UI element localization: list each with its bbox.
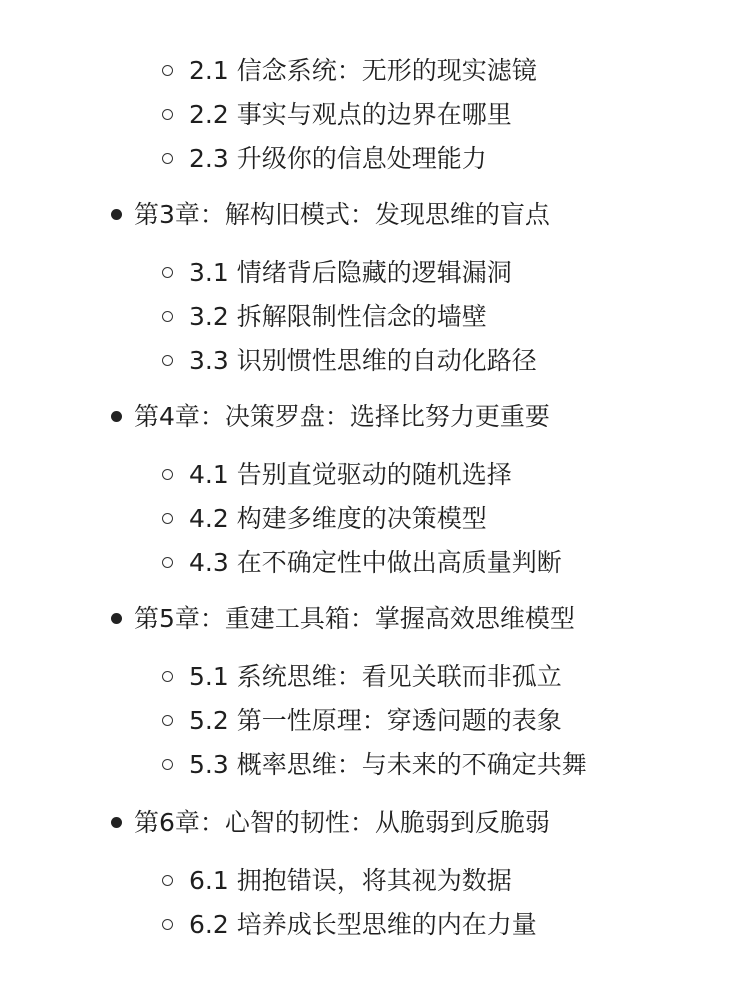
hollow-circle-bullet-icon (162, 355, 173, 366)
toc-section-6-2[interactable] (0, 903, 750, 947)
hollow-circle-bullet-icon (162, 557, 173, 568)
hollow-circle-bullet-icon (162, 153, 173, 164)
toc-section-4-3[interactable] (0, 541, 750, 585)
toc-section-2-1[interactable] (0, 49, 750, 93)
hollow-circle-bullet-icon (162, 469, 173, 480)
hollow-circle-bullet-icon (162, 919, 173, 930)
toc-chapter-4[interactable] (0, 395, 750, 439)
section-label: 5.3 概率思维：与未来的不确定共舞 (189, 750, 587, 779)
chapter-label: 第3章：解构旧模式：发现思维的盲点 (134, 200, 550, 229)
toc-chapter-5[interactable] (0, 597, 750, 641)
section-label: 2.2 事实与观点的边界在哪里 (189, 100, 512, 129)
section-label: 4.2 构建多维度的决策模型 (189, 504, 487, 533)
filled-circle-bullet-icon (111, 613, 122, 624)
section-label: 3.3 识别惯性思维的自动化路径 (189, 346, 537, 375)
section-label: 3.1 情绪背后隐藏的逻辑漏洞 (189, 258, 512, 287)
toc-section-5-3[interactable] (0, 743, 750, 787)
toc-section-2-2[interactable] (0, 93, 750, 137)
toc-section-4-2[interactable] (0, 497, 750, 541)
section-list (0, 453, 750, 585)
filled-circle-bullet-icon (111, 411, 122, 422)
chapter-2-sections (0, 49, 750, 181)
hollow-circle-bullet-icon (162, 513, 173, 524)
toc-section-5-1[interactable] (0, 655, 750, 699)
chapter-6-block (0, 801, 750, 947)
section-label: 2.1 信念系统：无形的现实滤镜 (189, 56, 537, 85)
toc-section-3-2[interactable] (0, 295, 750, 339)
hollow-circle-bullet-icon (162, 759, 173, 770)
section-list (0, 49, 750, 181)
section-list (0, 859, 750, 947)
chapter-label: 第5章：重建工具箱：掌握高效思维模型 (134, 604, 575, 633)
section-label: 6.1 拥抱错误，将其视为数据 (189, 866, 512, 895)
hollow-circle-bullet-icon (162, 671, 173, 682)
section-label: 4.1 告别直觉驱动的随机选择 (189, 460, 512, 489)
section-list (0, 655, 750, 787)
section-label: 5.2 第一性原理：穿透问题的表象 (189, 706, 562, 735)
toc-section-2-3[interactable] (0, 137, 750, 181)
filled-circle-bullet-icon (111, 817, 122, 828)
section-label: 6.2 培养成长型思维的内在力量 (189, 910, 537, 939)
chapter-3-block (0, 193, 750, 383)
chapter-4-block (0, 395, 750, 585)
hollow-circle-bullet-icon (162, 109, 173, 120)
section-label: 4.3 在不确定性中做出高质量判断 (189, 548, 562, 577)
hollow-circle-bullet-icon (162, 267, 173, 278)
section-list (0, 251, 750, 383)
chapter-label: 第6章：心智的韧性：从脆弱到反脆弱 (134, 808, 550, 837)
toc-section-4-1[interactable] (0, 453, 750, 497)
toc-chapter-3[interactable] (0, 193, 750, 237)
chapter-5-block (0, 597, 750, 787)
chapter-label: 第4章：决策罗盘：选择比努力更重要 (134, 402, 550, 431)
section-label: 2.3 升级你的信息处理能力 (189, 144, 487, 173)
section-label: 3.2 拆解限制性信念的墙壁 (189, 302, 487, 331)
hollow-circle-bullet-icon (162, 715, 173, 726)
toc-section-3-3[interactable] (0, 339, 750, 383)
toc-chapter-6[interactable] (0, 801, 750, 845)
hollow-circle-bullet-icon (162, 875, 173, 886)
section-label: 5.1 系统思维：看见关联而非孤立 (189, 662, 562, 691)
hollow-circle-bullet-icon (162, 311, 173, 322)
toc-section-5-2[interactable] (0, 699, 750, 743)
hollow-circle-bullet-icon (162, 65, 173, 76)
toc-section-3-1[interactable] (0, 251, 750, 295)
toc-section-6-1[interactable] (0, 859, 750, 903)
filled-circle-bullet-icon (111, 209, 122, 220)
